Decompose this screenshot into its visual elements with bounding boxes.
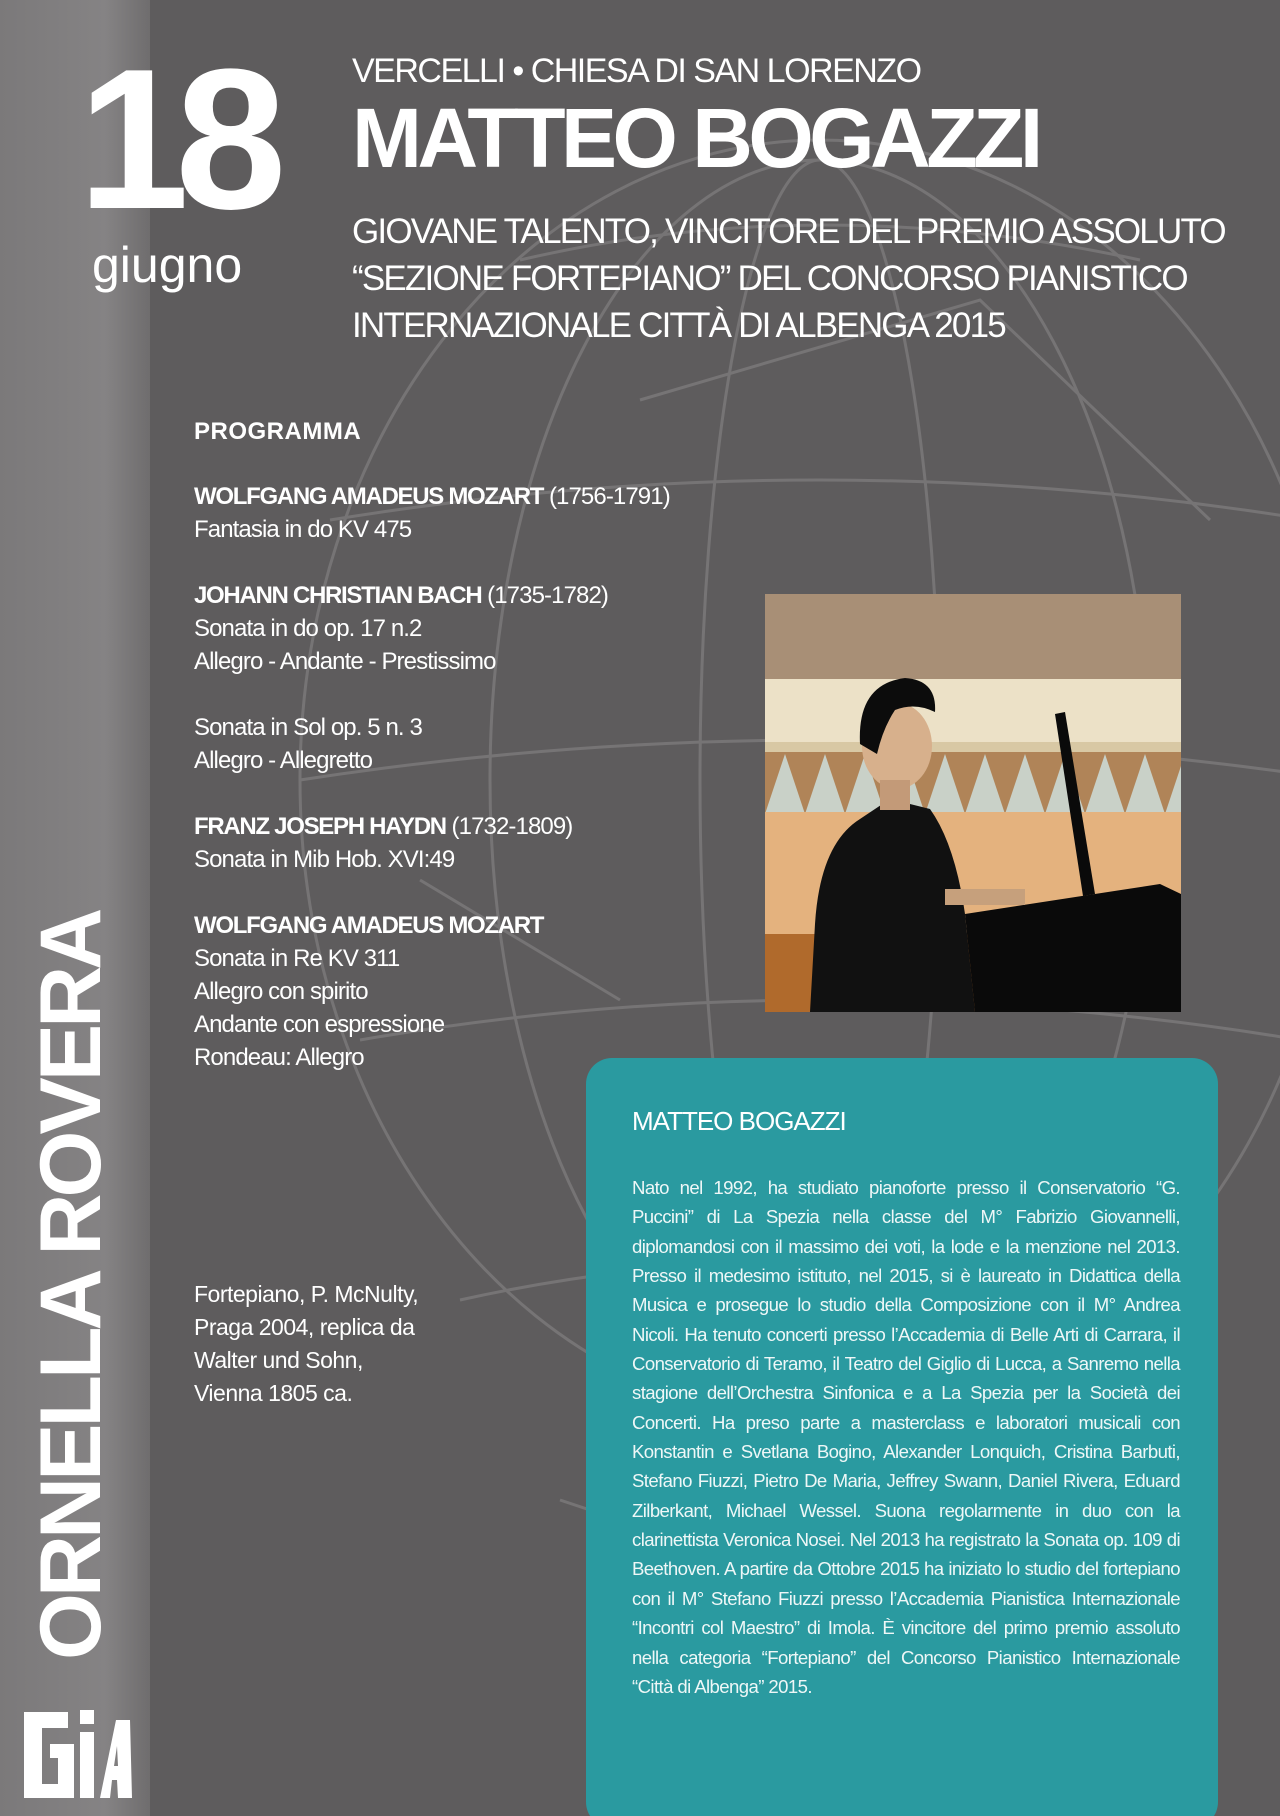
composer-years: (1732-1809) xyxy=(445,813,573,840)
composer: FRANZ JOSEPH HAYDN xyxy=(194,813,446,840)
composer: WOLFGANG AMADEUS MOZART xyxy=(194,483,544,510)
bio-title: MATTEO BOGAZZI xyxy=(632,1106,846,1136)
pianist-photo xyxy=(765,594,1181,1012)
instrument-note-line: Fortepiano, P. McNulty, xyxy=(194,1281,419,1307)
piece-line: Allegro - Allegretto xyxy=(194,747,373,774)
piece-line: Sonata in do op. 17 n.2 xyxy=(194,615,422,642)
subheading-line: “SEZIONE FORTEPIANO” DEL CONCORSO PIANISTICO xyxy=(352,259,1187,298)
program-heading: PROGRAMMA xyxy=(194,418,362,445)
date-day: 18 xyxy=(78,28,273,251)
piece-line: Allegro con spirito xyxy=(194,978,368,1005)
bio-text: Nato nel 1992, ha studiato pianoforte presso il Conservatorio “G. Puccini” di La Spezia nella classe del M° Fabrizio Giovannelli, diplomandosi con il massimo dei voti, la lode e la menzione nel 2013. Presso il medesimo istituto, nel 2015, si è laureato in Didattica della Musica e prosegue lo studio della Composizione con il M° Andrea Nicoli. Ha tenuto concerti presso l’Accademia di Belle Arti di Carrara, il Conservatorio di Teramo, il Teatro del Giglio di Lucca, a Sanremo nella stagione dell’Orchestra Sinfonica e a La Spezia per la Società dei Concerti. Ha preso parte a masterclass e laboratori musicali con Konstantin e Svetlana Bogino, Alexander Lonquich, Cristina Barbuti, Stefano Fiuzzi, Pietro De Maria, Jeffrey Swann, Daniel Rivera, Eduard Zilberkant, Michael Wessel. Suona regolarmente in duo con la clarinettista Veronica Nosei. Nel 2013 ha registrato la Sonata op. 109 di Beethoven. A partire da Ottobre 2015 ha iniziato lo studio del fortepiano con il M° Stefano Fiuzzi presso l’Accademia Pianistica Internazionale “Incontri col Maestro” di Imola. È vincitore del primo premio assoluto nella categoria “Fortepiano” del Concorso Pianistico Internazionale “Città di Albenga” 2015. xyxy=(632,1177,1180,1697)
instrument-note-line: Vienna 1805 ca. xyxy=(194,1380,353,1406)
program-piece xyxy=(194,810,714,876)
subheading-line: GIOVANE TALENTO, VINCITORE DEL PREMIO ASSOLUTO xyxy=(352,212,1225,251)
program-piece xyxy=(194,579,714,678)
piece-line: Fantasia in do KV 475 xyxy=(194,516,412,543)
piece-line: Sonata in Mib Hob. XVI:49 xyxy=(194,846,455,873)
piece-line: Sonata in Re KV 311 xyxy=(194,945,400,972)
program-piece xyxy=(194,480,714,546)
performer-name: MATTEO BOGAZZI xyxy=(352,91,1039,185)
composer-years: (1756-1791) xyxy=(543,483,670,510)
piece-line: Sonata in Sol op. 5 n. 3 xyxy=(194,714,422,741)
instrument-note xyxy=(194,1278,418,1410)
instrument-note-line: Praga 2004, replica da xyxy=(194,1314,415,1340)
composer-years: (1735-1782) xyxy=(481,582,609,609)
piece-line: Rondeau: Allegro xyxy=(194,1044,364,1071)
piece-line: Andante con espressione xyxy=(194,1011,445,1038)
venue: VERCELLI • CHIESA DI SAN LORENZO xyxy=(352,52,921,90)
vertical-artist-label: ORNELLA ROVERA xyxy=(23,911,119,1660)
logo-icon xyxy=(20,1700,132,1800)
program xyxy=(194,418,714,1107)
date-month: giugno xyxy=(92,237,243,293)
piece-line: Allegro - Andante - Prestissimo xyxy=(194,648,496,675)
composer: JOHANN CHRISTIAN BACH xyxy=(194,582,482,609)
subheading-line: INTERNAZIONALE CITTÀ DI ALBENGA 2015 xyxy=(352,306,1005,345)
instrument-note-line: Walter und Sohn, xyxy=(194,1347,363,1373)
program-piece xyxy=(194,909,714,1074)
program-piece xyxy=(194,711,714,777)
subheading xyxy=(352,208,1225,349)
composer: WOLFGANG AMADEUS MOZART xyxy=(194,912,544,939)
